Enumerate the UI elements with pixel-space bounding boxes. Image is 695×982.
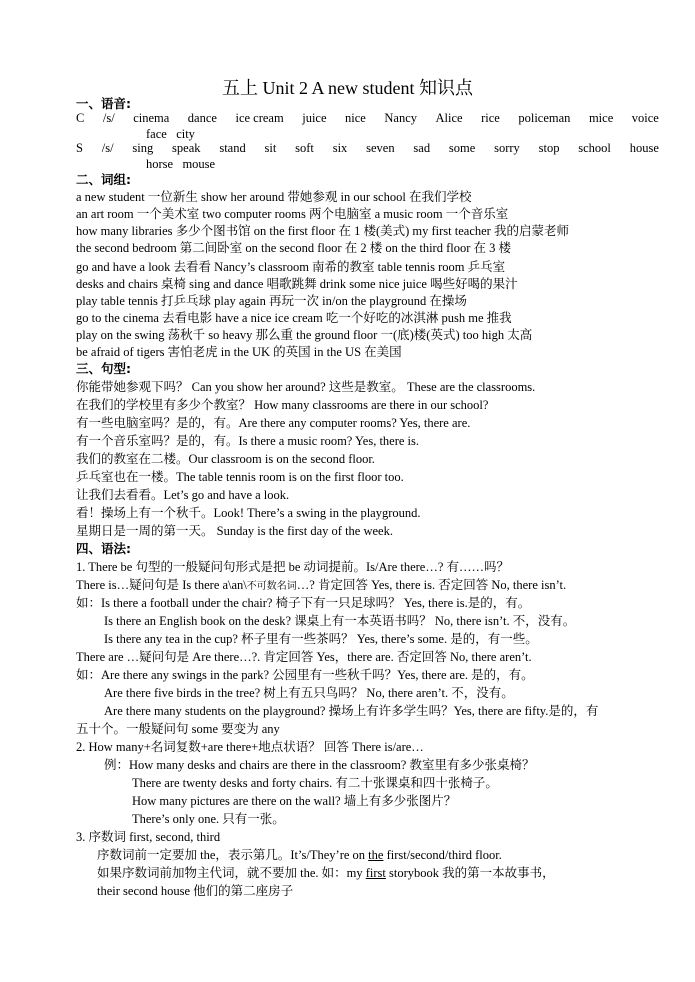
phrase-line: be afraid of tigers 害怕老虎 in the UK 的英国 in the US 在美国	[76, 345, 402, 359]
grammar-line: There are twenty desks and forty chairs. 有二十张课桌和四十张椅子。	[132, 776, 498, 790]
phonics-word: policeman	[518, 111, 571, 125]
phonics-letter: C	[76, 111, 85, 125]
phonics-word: city	[176, 127, 195, 141]
grammar-line: 例：How many desks and chairs are there in the classroom? 教室里有多少张桌椅？	[104, 758, 535, 772]
grammar-text: …? 肯定回答 Yes, there is. 否定回答 No, there isn’t.	[296, 578, 567, 592]
phrase-line: how many libraries 多少个图书馆 on the first floor 在 1 楼(美式) my first teacher 我的启蒙老师	[76, 224, 569, 238]
sentence-line: 乒乓室也在一楼。The table tennis room is on the first floor too.	[76, 470, 404, 484]
phonics-word: juice	[302, 111, 327, 125]
phrase-line: go and have a look 去看看 Nancy’s classroom 南希的教室 table tennis room 乒乓室	[76, 260, 506, 274]
phonics-word: sing	[132, 141, 154, 155]
phonics-word: mice	[588, 111, 614, 125]
grammar-line: Are there five birds in the tree? 树上有五只鸟吗？ No, there aren’t. 不，没有。	[104, 686, 514, 700]
phrase-line: play on the swing 荡秋千 so heavy 那么重 the ground floor 一(底)楼(英式) too high 太高	[76, 328, 533, 342]
grammar-line: Is there any tea in the cup? 杯子里有一些茶吗？ Yes, there’s some. 是的，有一些。	[104, 632, 538, 646]
phonics-word: seven	[366, 141, 395, 155]
grammar-line: Are there many students on the playground? 操场上有许多学生吗？Yes, there are fifty.是的，有	[104, 704, 599, 718]
grammar-text-underlined: the	[368, 848, 384, 862]
phonics-word: sorry	[494, 141, 520, 155]
grammar-line: There’s only one. 只有一张。	[132, 812, 285, 826]
phonics-word: six	[332, 141, 348, 155]
document-title: 五上 Unit 2 A new student 知识点	[222, 78, 473, 98]
phonics-s-row-2	[146, 156, 215, 172]
phrase-line: go to the cinema 去看电影 have a nice ice cream 吃一个好吃的冰淇淋 push me 推我	[76, 311, 512, 325]
sentence-line: 让我们去看看。Let’s go and have a look.	[76, 488, 290, 502]
phonics-word: dance	[187, 111, 217, 125]
grammar-line	[97, 847, 502, 863]
grammar-line: How many pictures are there on the wall? 墙上有多少张图片？	[132, 794, 457, 808]
phrase-line: a new student 一位新生 show her around 带她参观 in our school 在我们学校	[76, 190, 472, 204]
phonics-word: sit	[264, 141, 277, 155]
sentence-line: 有一些电脑室吗？是的，有。Are there any computer rooms? Yes, there are.	[76, 416, 471, 430]
section-heading-sentences: 三、句型:	[76, 361, 131, 376]
phrase-line: play table tennis 打乒乓球 play again 再玩一次 in/on the playground 在操场	[76, 294, 467, 308]
phonics-word: stand	[219, 141, 246, 155]
section-heading-grammar: 四、语法:	[76, 541, 131, 556]
grammar-text: There is…疑问句是 Is there a\an\	[76, 578, 247, 592]
grammar-text: storybook 我的第一本故事书，	[385, 866, 555, 880]
grammar-line	[97, 865, 555, 881]
phonics-letter: S	[76, 141, 83, 155]
phonics-word: sad	[413, 141, 431, 155]
grammar-line: 1. There be 句型的一般疑问句形式是把 be 动词提前。Is/Are there…? 有……吗？	[76, 560, 510, 574]
phrase-line: the second bedroom 第二间卧室 on the second floor 在 2 楼 on the third floor 在 3 楼	[76, 241, 511, 255]
grammar-text: 序数词前一定要加 the，表示第几。It’s/They’re on	[97, 848, 369, 862]
section-heading-phonics: 一、语音:	[76, 96, 131, 111]
phonics-word: school	[578, 141, 611, 155]
phrase-line: desks and chairs 桌椅 sing and dance 唱歌跳舞 drink some nice juice 喝些好喝的果汁	[76, 277, 518, 291]
sentence-line: 我们的教室在二楼。Our classroom is on the second floor.	[76, 452, 375, 466]
phonics-word: voice	[631, 111, 659, 125]
phonics-word: Alice	[435, 111, 463, 125]
phonics-word: ice cream	[235, 111, 284, 125]
grammar-line: There are …疑问句是 Are there…?. 肯定回答 Yes，there are. 否定回答 No, there aren’t.	[76, 650, 532, 664]
phonics-sound: /s/	[101, 141, 114, 155]
grammar-text-small: 不可数名词	[246, 581, 297, 592]
phrase-line: an art room 一个美术室 two computer rooms 两个电脑室 a music room 一个音乐室	[76, 207, 509, 221]
phonics-word: soft	[295, 141, 314, 155]
sentence-line: 有一个音乐室吗？是的，有。Is there a music room? Yes, there is.	[76, 434, 420, 448]
grammar-line: 如：Are there any swings in the park? 公园里有一些秋千吗？Yes, there are. 是的，有。	[76, 668, 534, 682]
phonics-word: stop	[538, 141, 560, 155]
grammar-line: 2. How many+名词复数+are there+地点状语？ 回答 There is/are…	[76, 740, 424, 754]
phonics-word: house	[629, 141, 659, 155]
grammar-line: 3. 序数词 first, second, third	[76, 830, 221, 844]
grammar-line: 五十个。一般疑问句 some 要变为 any	[76, 722, 280, 736]
phonics-s-row	[76, 141, 659, 156]
phonics-word: nice	[345, 111, 366, 125]
grammar-text: 如果序数词前加物主代词，就不要加 the. 如：my	[97, 866, 366, 880]
phonics-c-row	[76, 111, 659, 126]
phonics-word: speak	[172, 141, 201, 155]
phonics-word: Nancy	[384, 111, 417, 125]
phonics-word: cinema	[133, 111, 170, 125]
grammar-line: their second house 他们的第二座房子	[97, 884, 294, 898]
phonics-c-row-2	[146, 126, 195, 142]
sentence-line: 看！操场上有一个秋千。Look! There’s a swing in the playground.	[76, 506, 421, 520]
grammar-text-underlined: first	[365, 866, 386, 880]
grammar-text: first/second/third floor.	[383, 848, 502, 862]
phonics-word: rice	[481, 111, 500, 125]
grammar-line	[76, 577, 566, 595]
phonics-word: some	[448, 141, 476, 155]
phonics-word: mouse	[182, 157, 216, 171]
grammar-line: 如：Is there a football under the chair? 椅子下有一只足球吗？ Yes, there is.是的，有。	[76, 596, 531, 610]
phonics-word: horse	[146, 157, 174, 171]
phonics-sound: /s/	[102, 111, 115, 125]
sentence-line: 在我们的学校里有多少个教室？ How many classrooms are there in our school?	[76, 398, 489, 412]
sentence-line: 星期日是一周的第一天。 Sunday is the first day of the week.	[76, 524, 393, 538]
phonics-word: face	[146, 127, 167, 141]
section-heading-phrases: 二、词组:	[76, 172, 131, 187]
sentence-line: 你能带她参观下吗？ Can you show her around? 这些是教室。 These are the classrooms.	[76, 380, 536, 394]
grammar-line: Is there an English book on the desk? 课桌上有一本英语书吗？ No, there isn’t. 不，没有。	[104, 614, 576, 628]
